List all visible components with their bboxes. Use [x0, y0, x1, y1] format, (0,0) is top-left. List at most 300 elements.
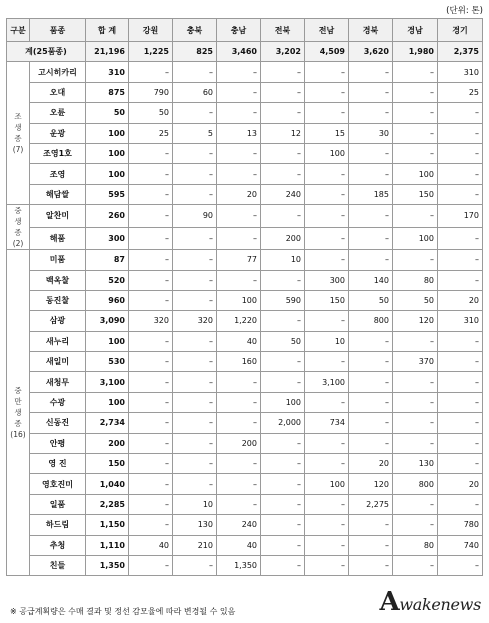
region-value: – [305, 555, 349, 575]
region-value: – [173, 164, 217, 184]
region-value: – [129, 205, 173, 228]
region-value: – [438, 143, 483, 163]
variety-name: 새청무 [30, 372, 86, 392]
table-row [7, 62, 483, 82]
supply-table [6, 18, 483, 576]
region-value: – [129, 352, 173, 372]
row-total: 300 [86, 227, 129, 250]
column-header: 충남 [217, 19, 261, 42]
region-value: 100 [217, 290, 261, 310]
region-value: – [305, 311, 349, 331]
region-value: – [393, 372, 438, 392]
variety-name: 친들 [30, 555, 86, 575]
region-value: – [305, 535, 349, 555]
region-value: – [217, 474, 261, 494]
row-total: 100 [86, 164, 129, 184]
region-value: – [129, 555, 173, 575]
region-value: – [305, 184, 349, 204]
region-value: – [438, 433, 483, 453]
region-value: 800 [393, 474, 438, 494]
region-value: – [393, 250, 438, 270]
table-row [7, 413, 483, 433]
region-value: 790 [129, 82, 173, 102]
variety-name: 추청 [30, 535, 86, 555]
row-total: 100 [86, 123, 129, 143]
row-total: 2,285 [86, 494, 129, 514]
unit-label: (단위: 톤) [446, 6, 483, 16]
table-row [7, 372, 483, 392]
region-value: – [129, 290, 173, 310]
region-value: – [173, 227, 217, 250]
region-value: 20 [349, 454, 393, 474]
region-value: 50 [129, 103, 173, 123]
region-value: – [217, 392, 261, 412]
region-value: – [349, 413, 393, 433]
row-total: 1,040 [86, 474, 129, 494]
region-value: 30 [349, 123, 393, 143]
region-value: 300 [305, 270, 349, 290]
region-value: – [305, 103, 349, 123]
region-value: – [349, 352, 393, 372]
region-value: – [173, 474, 217, 494]
row-total: 595 [86, 184, 129, 204]
table-row [7, 227, 483, 250]
total-label: 계(25품종) [7, 42, 86, 62]
region-value: 240 [217, 515, 261, 535]
table-row [7, 352, 483, 372]
variety-name: 신동진 [30, 413, 86, 433]
region-value: – [349, 555, 393, 575]
region-value: – [261, 535, 305, 555]
region-value: 50 [393, 290, 438, 310]
region-value: – [438, 555, 483, 575]
region-value: – [261, 270, 305, 290]
region-value: 800 [349, 311, 393, 331]
table-row [7, 494, 483, 514]
row-total: 150 [86, 454, 129, 474]
group-label: 조 생 종 (7) [7, 62, 30, 205]
region-value: – [393, 433, 438, 453]
variety-name: 안평 [30, 433, 86, 453]
variety-name: 영호진미 [30, 474, 86, 494]
region-value: – [173, 250, 217, 270]
table-row [7, 311, 483, 331]
region-value: – [217, 494, 261, 514]
region-value: – [217, 205, 261, 228]
header-row [7, 19, 483, 42]
region-value: – [129, 413, 173, 433]
group-count: (7) [12, 145, 24, 155]
column-header: 구분 [7, 19, 30, 42]
region-value: – [261, 143, 305, 163]
region-value: – [438, 184, 483, 204]
region-value: 140 [349, 270, 393, 290]
region-value: 5 [173, 123, 217, 143]
region-value: – [438, 270, 483, 290]
region-value: – [261, 555, 305, 575]
region-value: – [305, 433, 349, 453]
region-value: – [349, 515, 393, 535]
region-value: 50 [349, 290, 393, 310]
region-value: – [173, 184, 217, 204]
region-value: 120 [349, 474, 393, 494]
region-value: – [305, 454, 349, 474]
total-value: 3,202 [261, 42, 305, 62]
region-value: – [129, 494, 173, 514]
region-value: – [305, 250, 349, 270]
total-value: 1,980 [393, 42, 438, 62]
region-value: – [217, 103, 261, 123]
region-value: 150 [305, 290, 349, 310]
region-value: – [173, 103, 217, 123]
group-label: 중 만 생 종 (16) [7, 250, 30, 576]
region-value: 240 [261, 184, 305, 204]
row-total: 87 [86, 250, 129, 270]
variety-name: 하드림 [30, 515, 86, 535]
region-value: – [438, 372, 483, 392]
region-value: – [129, 143, 173, 163]
region-value: 740 [438, 535, 483, 555]
region-value: – [305, 515, 349, 535]
row-total: 100 [86, 392, 129, 412]
region-value: – [217, 413, 261, 433]
region-value: – [305, 392, 349, 412]
row-total: 3,090 [86, 311, 129, 331]
region-value: – [393, 494, 438, 514]
region-value: – [438, 454, 483, 474]
region-value: 310 [438, 62, 483, 82]
table-row [7, 184, 483, 204]
row-total: 2,734 [86, 413, 129, 433]
region-value: 100 [261, 392, 305, 412]
variety-name: 새누리 [30, 331, 86, 351]
region-value: – [393, 103, 438, 123]
region-value: – [261, 372, 305, 392]
row-total: 310 [86, 62, 129, 82]
footnote: ※ 공급계획량은 수매 결과 및 정선 감모율에 따라 변경될 수 있음 [10, 607, 236, 616]
region-value: – [261, 515, 305, 535]
region-value: 80 [393, 270, 438, 290]
region-value: – [438, 164, 483, 184]
region-value: – [393, 62, 438, 82]
region-value: – [349, 331, 393, 351]
region-value: – [393, 392, 438, 412]
region-value: – [261, 433, 305, 453]
region-value: 13 [217, 123, 261, 143]
region-value: – [349, 433, 393, 453]
total-value: 4,509 [305, 42, 349, 62]
region-value: 185 [349, 184, 393, 204]
row-total: 260 [86, 205, 129, 228]
region-value: – [438, 250, 483, 270]
region-value: – [393, 413, 438, 433]
region-value: – [217, 62, 261, 82]
region-value: – [129, 227, 173, 250]
table-row [7, 205, 483, 228]
table-body [7, 42, 483, 576]
variety-name: 운광 [30, 123, 86, 143]
region-value: – [349, 227, 393, 250]
region-value: – [349, 372, 393, 392]
region-value: 25 [438, 82, 483, 102]
region-value: 210 [173, 535, 217, 555]
region-value: – [393, 555, 438, 575]
region-value: 320 [173, 311, 217, 331]
column-header: 전북 [261, 19, 305, 42]
variety-name: 조영1호 [30, 143, 86, 163]
column-header: 충북 [173, 19, 217, 42]
region-value: 12 [261, 123, 305, 143]
region-value: – [129, 372, 173, 392]
region-value: 15 [305, 123, 349, 143]
table-row [7, 392, 483, 412]
variety-name: 새일미 [30, 352, 86, 372]
region-value: 780 [438, 515, 483, 535]
row-total: 100 [86, 143, 129, 163]
table-row [7, 515, 483, 535]
awakenews-logo: Awakenews [379, 587, 481, 617]
region-value: – [261, 352, 305, 372]
region-value: – [173, 433, 217, 453]
column-header: 강원 [129, 19, 173, 42]
region-value: 120 [393, 311, 438, 331]
table-row [7, 103, 483, 123]
region-value: – [173, 143, 217, 163]
region-value: – [349, 392, 393, 412]
region-value: – [217, 164, 261, 184]
region-value: – [217, 143, 261, 163]
region-value: – [305, 62, 349, 82]
region-value: – [349, 535, 393, 555]
region-value: – [305, 205, 349, 228]
region-value: – [393, 205, 438, 228]
region-value: 10 [261, 250, 305, 270]
group-count: (16) [10, 430, 26, 440]
region-value: 40 [217, 331, 261, 351]
variety-name: 백옥찰 [30, 270, 86, 290]
region-value: – [173, 372, 217, 392]
region-value: 20 [217, 184, 261, 204]
table-row [7, 454, 483, 474]
table-row [7, 123, 483, 143]
row-total: 875 [86, 82, 129, 102]
region-value: – [261, 454, 305, 474]
region-value: – [393, 515, 438, 535]
region-value: – [349, 205, 393, 228]
region-value: – [261, 205, 305, 228]
row-total: 960 [86, 290, 129, 310]
variety-name: 삼광 [30, 311, 86, 331]
row-total: 50 [86, 103, 129, 123]
variety-name: 해품 [30, 227, 86, 250]
region-value: – [173, 413, 217, 433]
region-value: – [217, 454, 261, 474]
region-value: – [173, 290, 217, 310]
region-value: – [129, 392, 173, 412]
region-value: – [305, 352, 349, 372]
variety-name: 일품 [30, 494, 86, 514]
total-value: 825 [173, 42, 217, 62]
row-total: 200 [86, 433, 129, 453]
region-value: 734 [305, 413, 349, 433]
column-header: 경기 [438, 19, 483, 42]
total-value: 3,460 [217, 42, 261, 62]
row-total: 1,350 [86, 555, 129, 575]
region-value: – [129, 62, 173, 82]
region-value: 20 [438, 290, 483, 310]
group-count: (2) [12, 239, 24, 249]
region-value: – [173, 331, 217, 351]
region-value: – [261, 494, 305, 514]
region-value: – [261, 311, 305, 331]
region-value: – [438, 227, 483, 250]
row-total: 1,110 [86, 535, 129, 555]
region-value: – [393, 123, 438, 143]
region-value: – [349, 250, 393, 270]
region-value: 2,000 [261, 413, 305, 433]
region-value: – [349, 103, 393, 123]
region-value: 10 [305, 331, 349, 351]
region-value: 77 [217, 250, 261, 270]
region-value: 100 [393, 227, 438, 250]
region-value: 25 [129, 123, 173, 143]
column-header: 품종 [30, 19, 86, 42]
region-value: 10 [173, 494, 217, 514]
region-value: – [173, 555, 217, 575]
region-value: 160 [217, 352, 261, 372]
region-value: – [173, 352, 217, 372]
region-value: – [349, 143, 393, 163]
region-value: 80 [393, 535, 438, 555]
region-value: 1,220 [217, 311, 261, 331]
table-row [7, 555, 483, 575]
region-value: – [129, 270, 173, 290]
row-total: 1,150 [86, 515, 129, 535]
region-value: – [173, 454, 217, 474]
region-value: – [129, 515, 173, 535]
region-value: – [393, 143, 438, 163]
region-value: 40 [129, 535, 173, 555]
region-value: 100 [305, 143, 349, 163]
region-value: – [129, 454, 173, 474]
region-value: – [438, 331, 483, 351]
region-value: – [261, 103, 305, 123]
region-value: – [129, 433, 173, 453]
region-value: 90 [173, 205, 217, 228]
table-row [7, 270, 483, 290]
table-row [7, 290, 483, 310]
region-value: – [438, 494, 483, 514]
column-header: 전남 [305, 19, 349, 42]
row-total: 520 [86, 270, 129, 290]
variety-name: 미품 [30, 250, 86, 270]
region-value: 130 [173, 515, 217, 535]
region-value: 310 [438, 311, 483, 331]
region-value: – [393, 331, 438, 351]
total-value: 2,375 [438, 42, 483, 62]
region-value: 3,100 [305, 372, 349, 392]
total-row [7, 42, 483, 62]
region-value: – [173, 392, 217, 412]
region-value: 130 [393, 454, 438, 474]
region-value: – [129, 331, 173, 351]
region-value: 370 [393, 352, 438, 372]
region-value: – [173, 62, 217, 82]
region-value: – [129, 184, 173, 204]
region-value: – [261, 82, 305, 102]
table-row [7, 164, 483, 184]
variety-name: 동진찰 [30, 290, 86, 310]
group-label: 중 생 종 (2) [7, 205, 30, 250]
variety-name: 고시히카리 [30, 62, 86, 82]
variety-name: 조영 [30, 164, 86, 184]
region-value: 170 [438, 205, 483, 228]
table-row [7, 82, 483, 102]
region-value: 20 [438, 474, 483, 494]
row-total: 100 [86, 331, 129, 351]
table-row [7, 250, 483, 270]
region-value: 1,350 [217, 555, 261, 575]
region-value: – [349, 62, 393, 82]
region-value: – [261, 474, 305, 494]
region-value: – [438, 392, 483, 412]
region-value: 100 [305, 474, 349, 494]
table-row [7, 535, 483, 555]
region-value: – [393, 82, 438, 102]
variety-name: 해담쌀 [30, 184, 86, 204]
variety-name: 영 진 [30, 454, 86, 474]
table-row [7, 143, 483, 163]
region-value: – [129, 474, 173, 494]
region-value: 100 [393, 164, 438, 184]
column-header: 합 계 [86, 19, 129, 42]
total-value: 1,225 [129, 42, 173, 62]
region-value: – [438, 123, 483, 143]
region-value: – [349, 82, 393, 102]
region-value: – [349, 164, 393, 184]
variety-name: 오륜 [30, 103, 86, 123]
region-value: – [129, 164, 173, 184]
row-total: 3,100 [86, 372, 129, 392]
variety-name: 수광 [30, 392, 86, 412]
region-value: – [438, 352, 483, 372]
region-value: – [217, 372, 261, 392]
region-value: – [217, 227, 261, 250]
region-value: – [261, 164, 305, 184]
region-value: 320 [129, 311, 173, 331]
region-value: – [217, 270, 261, 290]
total-value: 21,196 [86, 42, 129, 62]
region-value: – [438, 413, 483, 433]
region-value: 40 [217, 535, 261, 555]
region-value: 200 [261, 227, 305, 250]
region-value: – [305, 227, 349, 250]
region-value: 2,275 [349, 494, 393, 514]
table-row [7, 331, 483, 351]
region-value: – [305, 494, 349, 514]
region-value: 50 [261, 331, 305, 351]
region-value: – [173, 270, 217, 290]
region-value: 590 [261, 290, 305, 310]
total-value: 3,620 [349, 42, 393, 62]
region-value: – [261, 62, 305, 82]
variety-name: 알찬미 [30, 205, 86, 228]
column-header: 경북 [349, 19, 393, 42]
region-value: 60 [173, 82, 217, 102]
region-value: – [129, 250, 173, 270]
region-value: 200 [217, 433, 261, 453]
column-header: 경남 [393, 19, 438, 42]
